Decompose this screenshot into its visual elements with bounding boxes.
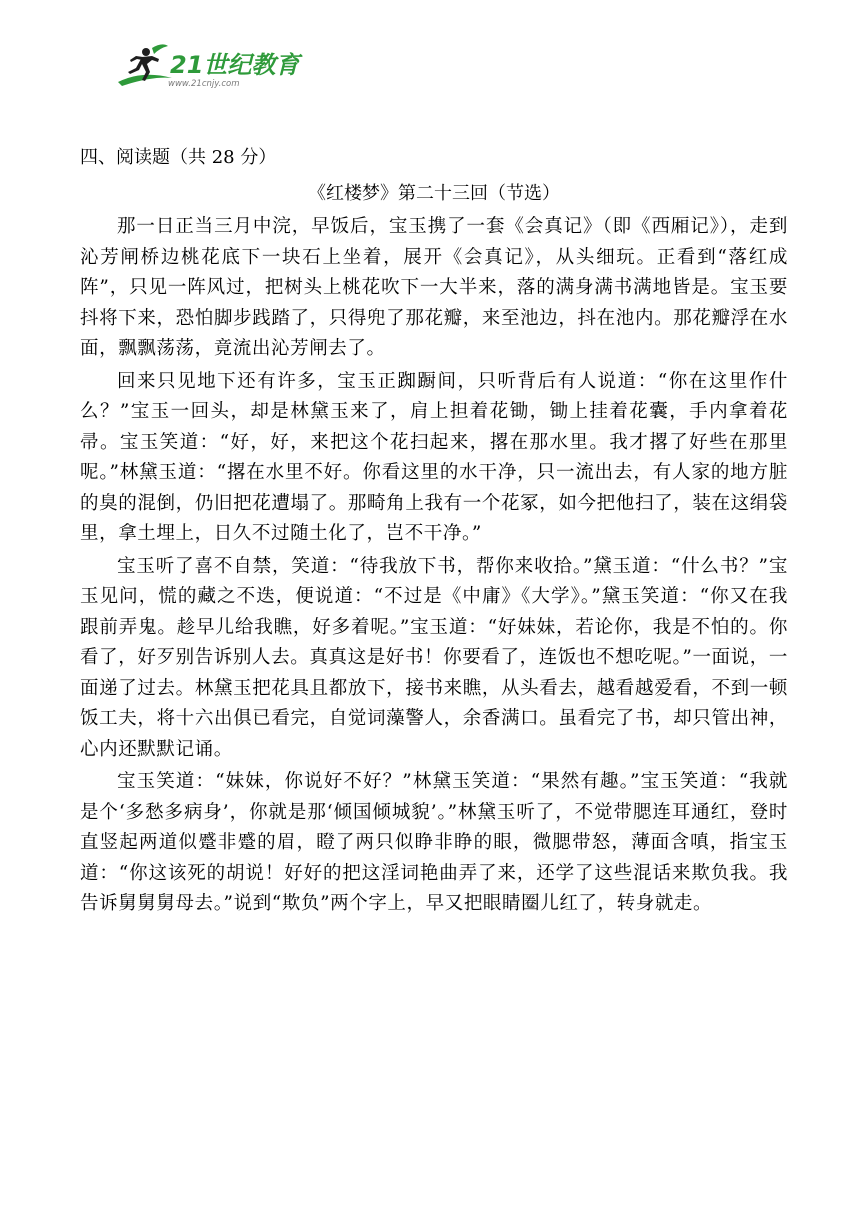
logo [112, 42, 300, 94]
section-heading: 四、阅读题（共 28 分） [80, 147, 277, 168]
passage-title: 《红楼梦》第二十三回（节选） [308, 183, 560, 204]
logo-url-text: www.21cnjy.com [168, 79, 240, 89]
logo-brand-number: 21世纪教育 [170, 51, 300, 79]
passage-paragraph-2: 回来只见地下还有许多，宝玉正踟蹰间，只听背后有人说道：“你在这里作什么？”宝玉一回头，却是林黛玉来了，肩上担着花锄，锄上挂着花囊，手内拿着花帚。宝玉笑道：“好，好，来把这个花扫起来，撂在那水里。我才撂了好些在那里呢。”林黛玉道：“撂在水里不好。你看这里的水干净，只一流出去，有人家的地方脏的臭的混倒，仍旧把花遭塌了。那畸角上我有一个花冢，如今把他扫了，装在这绢袋里，拿土埋上，日久不过随土化了，岂不干净。” [80, 370, 788, 544]
passage-paragraph-3: 宝玉听了喜不自禁，笑道：“待我放下书，帮你来收拾。”黛玉道：“什么书？”宝玉见问，慌的藏之不迭，便说道：“不过是《中庸》《大学》。”黛玉笑道：“你又在我跟前弄鬼。趁早儿给我瞧，好多着呢。”宝玉道：“好妹妹，若论你，我是不怕的。你看了，好歹别告诉别人去。真真这是好书！你要看了，连饭也不想吃呢。”一面说，一面递了过去。林黛玉把花具且都放下，接书来瞧，从头看去，越看越爱看，不到一顿饭工夫，将十六出俱已看完，自觉词藻警人，余香满口。虽看完了书，却只管出神，心内还默默记诵。 [80, 555, 788, 760]
document-body [80, 140, 788, 922]
passage-paragraph-4: 宝玉笑道：“妹妹，你说好不好？”林黛玉笑道：“果然有趣。”宝玉笑道：“我就是个‘多愁多病身’，你就是那‘倾国倾城貌’。”林黛玉听了，不觉带腮连耳通红，登时直竖起两道似蹙非蹙的眉，瞪了两只似睁非睁的眼，微腮带怒，薄面含嗔，指宝玉道：“你这该死的胡说！好好的把这淫词艳曲弄了来，还学了这些混话来欺负我。我告诉舅舅舅母去。”说到“欺负”两个字上，早又把眼睛圈儿红了，转身就走。 [80, 771, 788, 914]
passage-paragraph-1: 那一日正当三月中浣，早饭后，宝玉携了一套《会真记》（即《西厢记》），走到沁芳闸桥边桃花底下一块石上坐着，展开《会真记》，从头细玩。正看到“落红成阵”，只见一阵风过，把树头上桃花吹下一大半来，落的满身满书满地皆是。宝玉要抖将下来，恐怕脚步践踏了，只得兜了那花瓣，来至池边，抖在池内。那花瓣浮在水面，飘飘荡荡，竟流出沁芳闸去了。 [80, 216, 788, 359]
running-man-logo-icon [112, 42, 300, 94]
